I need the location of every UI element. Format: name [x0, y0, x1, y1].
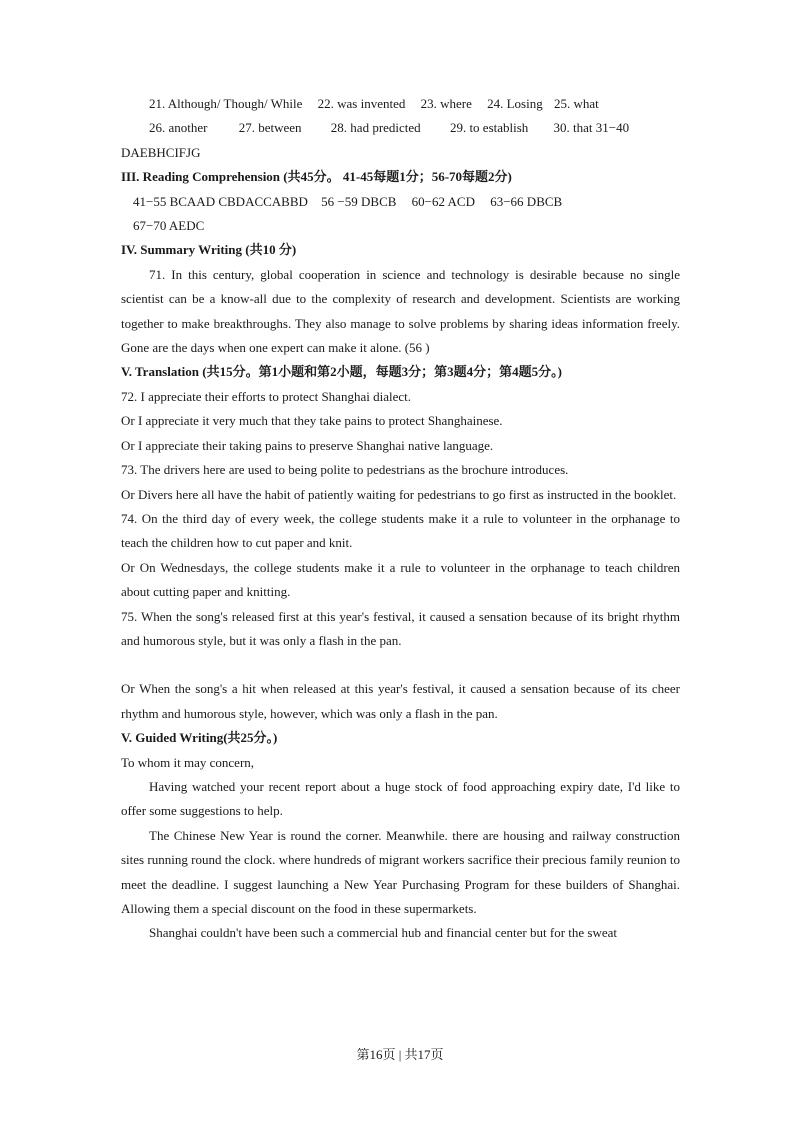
guided-salutation: To whom it may concern,	[121, 754, 255, 770]
reading-answers-67-70: 67−70 AEDC	[133, 218, 205, 234]
answer-22: 22. was invented	[317, 96, 406, 111]
summary-heading: IV. Summary Writing (共10 分)	[121, 242, 297, 258]
translation-heading: V. Translation (共15分。第1小题和第2小题，每题3分；第3题4分；第4题5分。)	[121, 364, 562, 380]
translation-74-alt: Or On Wednesdays, the college students make it a rule to volunteer in the orphanage to teach children about cutting paper and knitting.	[121, 559, 680, 600]
answers-row-21-25	[121, 92, 680, 116]
answer-21: 21. Although/ Though/ While	[149, 96, 303, 111]
answer-30: 30. that 31−40	[553, 120, 630, 136]
reading-answers-41-55: 41−55 BCAAD CBDACCABBD	[133, 193, 308, 209]
translation-73-alt: Or Divers here all have the habit of patiently waiting for pedestrians to go first as instructed in the booklet.	[121, 486, 677, 502]
translation-75: 75. When the song's released first at this year's festival, it caused a sensation because of its bright rhythm and humorous style, but it was only a flash in the pan.	[121, 608, 680, 648]
answer-27: 27. between	[238, 120, 302, 136]
answer-24: 24. Losing	[487, 96, 543, 111]
document-body	[121, 92, 680, 946]
page-footer: 第16页 | 共17页	[356, 1047, 444, 1062]
reading-heading: III. Reading Comprehension (共45分。 41-45每题1分；56-70每题2分)	[121, 169, 512, 185]
reading-answers-56-59: 56 −59 DBCB	[321, 193, 397, 209]
answer-28: 28. had predicted	[330, 120, 421, 136]
answers-31-40: DAEBHCIFJG	[121, 144, 201, 160]
reading-answers-63-66: 63−66 DBCB	[490, 193, 563, 209]
translation-75-alt: Or When the song's a hit when released at this year's festival, it caused a sensation because of its cheer rhythm and humorous style, however, which was only a flash in the pan.	[121, 681, 680, 721]
translation-72-alt2: Or I appreciate their taking pains to preserve Shanghai native language.	[121, 437, 494, 453]
translation-73: 73. The drivers here are used to being polite to pedestrians as the brochure introduces.	[121, 462, 569, 478]
answer-29: 29. to establish	[449, 120, 529, 136]
translation-74: 74. On the third day of every week, the college students make it a rule to volunteer in the orphanage to teach the children how to cut paper and knit.	[121, 510, 680, 551]
translation-72-alt1: Or I appreciate it very much that they take pains to protect Shanghainese.	[121, 413, 503, 429]
answers-row-26-30	[121, 116, 680, 140]
reading-answers-60-62: 60−62 ACD	[411, 193, 475, 209]
summary-text: 71. In this century, global cooperation in science and technology is desirable because no single scientist can be a know-all due to the complexity of research and development. Scientists are working together to make breakthroughs. They also manage to solve problems by sharing ideas information freely. Gone are the days when one expert can make it alone. (56 )	[121, 266, 680, 356]
blank-line	[121, 653, 680, 677]
translation-72: 72. I appreciate their efforts to protect Shanghai dialect.	[121, 388, 411, 404]
guided-paragraph-2: The Chinese New Year is round the corner. Meanwhile. there are housing and railway construction sites running round the clock. where hundreds of migrant workers sacrifice their precious family reunion to meet the deadline. I suggest launching a New Year Purchasing Program for these builders of Shanghai. Allowing them a special discount on the food in these supermarkets.	[121, 827, 680, 916]
answer-26: 26. another	[149, 120, 208, 136]
answer-23: 23. where	[420, 96, 472, 111]
guided-paragraph-3: Shanghai couldn't have been such a commercial hub and financial center but for the sweat	[149, 925, 617, 941]
answer-25: 25. what	[553, 96, 599, 111]
guided-paragraph-1: Having watched your recent report about a huge stock of food approaching expiry date, I'd like to offer some suggestions to help.	[121, 778, 680, 819]
guided-heading: V. Guided Writing(共25分。)	[121, 730, 278, 746]
reading-answers-line1	[121, 190, 680, 214]
